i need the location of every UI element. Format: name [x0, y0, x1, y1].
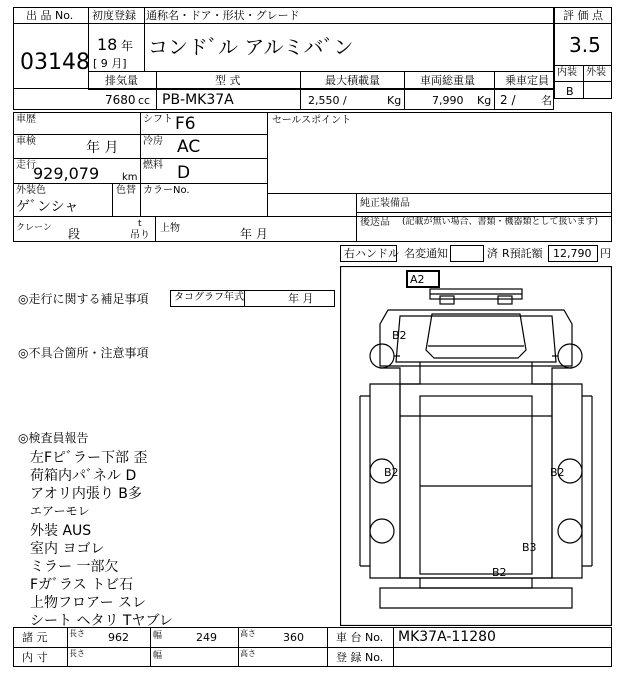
mileage-value: 929,079: [33, 164, 100, 183]
length-label: 長さ: [69, 629, 85, 638]
color-change-label: 色替: [116, 185, 136, 196]
mileage-unit: km: [122, 172, 138, 183]
car-name: コンドﾞル アルミバﾞン: [148, 35, 354, 59]
top-label: 上物: [160, 223, 180, 234]
damage-mark: A2: [410, 273, 425, 286]
height-value: 360: [283, 631, 304, 644]
remark-line: 上物フロアー スレ: [30, 595, 147, 611]
height-label-2: 高さ: [240, 649, 256, 658]
interior-label: 内装: [557, 67, 577, 78]
fuel-label: 燃料: [143, 160, 163, 171]
chassis-label: 車 台 No.: [336, 631, 384, 644]
displacement: 7680: [105, 93, 136, 107]
reg-no-label: 登 録 No.: [336, 651, 384, 664]
remark-line: エアーモレ: [30, 504, 90, 518]
crane-label: クレーン: [16, 223, 52, 233]
inspector-title: ◎検査員報告: [18, 431, 89, 445]
crane-stage: 段: [68, 227, 81, 241]
model-code: PB-MK37A: [162, 92, 234, 108]
damage-mark: B2: [550, 466, 565, 479]
remark-line: シート ヘタリ Tヤブレ: [30, 613, 173, 629]
crane-hanging: 吊り: [130, 230, 150, 241]
score: 3.5: [569, 33, 601, 57]
remark-line: 荷箱内パﾞネル D: [30, 468, 137, 484]
damage-mark: B2: [492, 566, 507, 579]
ext-color-value: ゲﾞンシャ: [16, 199, 79, 215]
aftermarket-note: (記載が無い場合、書類・機器類として扱います): [402, 217, 599, 227]
inspection-label: 車検: [16, 136, 36, 147]
capacity-unit: 名: [541, 94, 552, 107]
remark-line: アオリ内張り B多: [30, 486, 142, 502]
ac-label: 冷房: [143, 136, 163, 147]
max-load-unit: Kg: [387, 94, 402, 107]
lot-label: 出 品 No.: [26, 9, 74, 22]
recycle-prefix: 済: [487, 247, 498, 260]
tachograph-label: タコグラフ年式: [174, 292, 244, 303]
width-label-2: 幅: [153, 651, 163, 661]
displacement-label: 排気量: [105, 74, 138, 87]
max-load-label: 最大積載量: [325, 74, 380, 87]
damage-mark: B2: [392, 329, 407, 342]
recycle-amount: 12,790: [553, 247, 592, 260]
gross-weight-unit: Kg: [477, 94, 492, 107]
gross-weight-label: 車両総重量: [420, 74, 475, 87]
standard-equip-label: 純正装備品: [360, 198, 410, 209]
reg-year: 18: [97, 35, 118, 54]
recycle-label: R預託額: [502, 247, 543, 260]
first-reg-label: 初度登録: [92, 9, 136, 22]
name-change-label: 名変通知: [404, 247, 448, 260]
recycle-unit: 円: [600, 247, 611, 260]
width-value: 249: [196, 631, 217, 644]
height-label: 高さ: [240, 629, 256, 638]
length-label-2: 長さ: [69, 649, 85, 658]
chassis-number: MK37A-11280: [398, 629, 496, 645]
history-label: 車歴: [16, 114, 36, 125]
fuel-value: D: [177, 163, 191, 183]
max-load: 2,550 /: [308, 94, 347, 107]
shift-value: F6: [175, 114, 196, 134]
lot-number: 03148: [20, 50, 90, 75]
remark-line: 室内 ヨゴレ: [30, 541, 105, 557]
capacity-label: 乗車定員: [505, 74, 549, 87]
remark-line: 外装 AUS: [30, 523, 92, 539]
remark-line: 左Fピﾞラー下部 歪: [30, 450, 148, 466]
model-label: 型 式: [215, 74, 241, 87]
color-no-label: カラーNo.: [143, 185, 190, 196]
name-label: 通称名・ドア・形状・グレード: [146, 9, 300, 22]
ext-color-label: 外装色: [16, 185, 46, 196]
gross-weight: 7,990: [432, 94, 464, 107]
tachograph-value: 年 月: [288, 292, 314, 305]
aftermarket-label: 後送品: [360, 217, 390, 228]
interior-grade: B: [566, 85, 574, 98]
remark-line: Fガﾞラス トビ石: [30, 577, 134, 593]
defects-title: ◎不具合箇所・注意事項: [18, 346, 149, 360]
damage-mark: B2: [384, 466, 399, 479]
remark-line: ミラー 一部欠: [30, 559, 119, 575]
mileage-label: 走行: [16, 160, 36, 171]
capacity: 2 /: [500, 93, 516, 107]
inspection-value: 年 月: [86, 140, 119, 156]
damage-mark: B3: [522, 541, 537, 554]
year-unit: 年: [121, 39, 134, 53]
reg-month: [ 9 月]: [93, 57, 127, 70]
supplement-title: ◎走行に関する補足事項: [18, 292, 149, 306]
exterior-label: 外装: [586, 67, 606, 78]
sales-point-label: セールスポイント: [272, 115, 352, 126]
interior-dims-label: 内 寸: [22, 651, 48, 664]
ac-value: AC: [177, 137, 201, 157]
crane-t: t: [138, 219, 142, 229]
rhd-label: 右ハンドル: [344, 247, 399, 260]
spec-label: 諸 元: [22, 631, 48, 644]
shift-label: シフト: [143, 114, 173, 125]
width-label: 幅: [153, 631, 163, 641]
top-value: 年 月: [240, 227, 268, 241]
truck-diagram: [340, 266, 612, 626]
score-label: 評 価 点: [563, 9, 603, 22]
length-value: 962: [108, 631, 129, 644]
displacement-unit: cc: [138, 94, 151, 107]
